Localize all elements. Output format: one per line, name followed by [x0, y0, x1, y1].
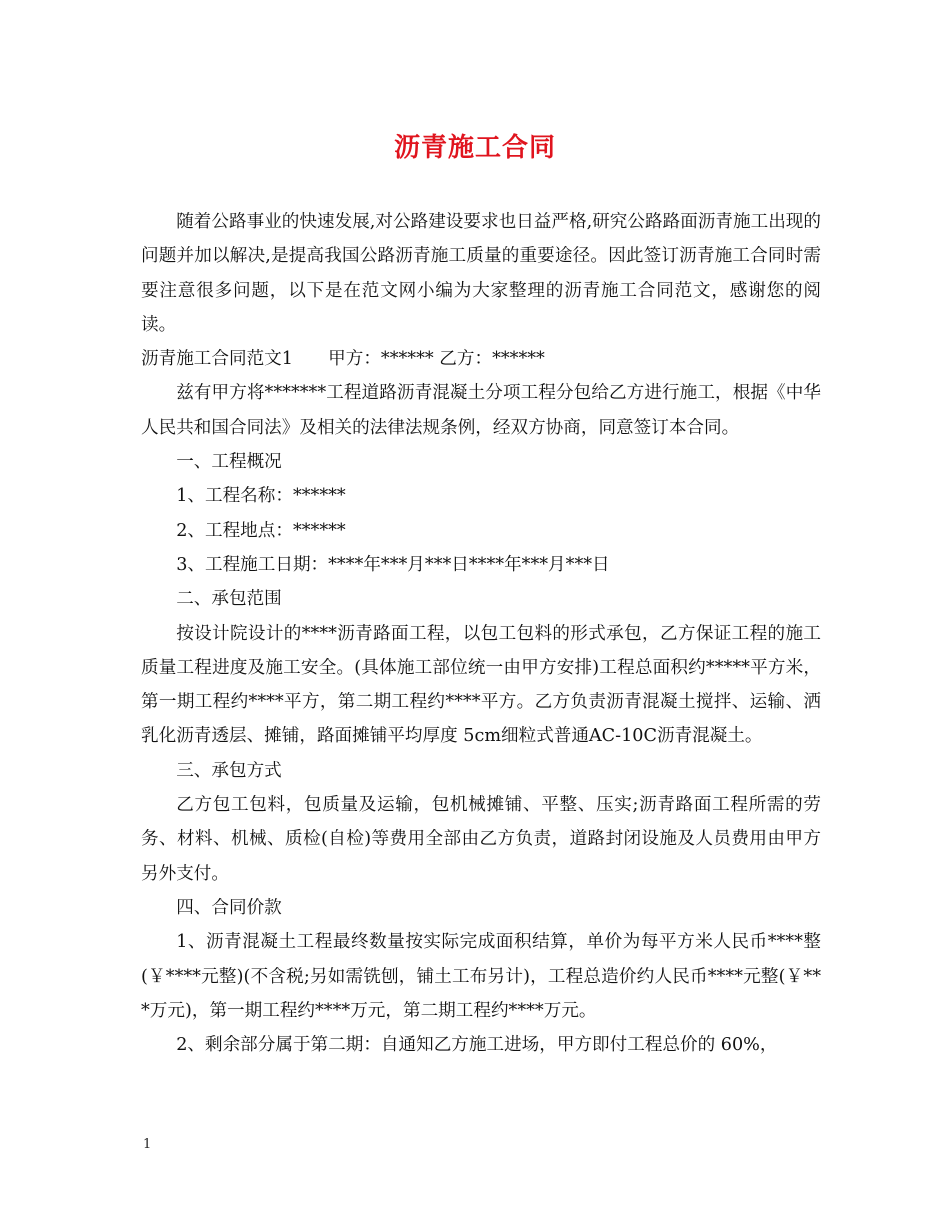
paragraph: 兹有甲方将*******工程道路沥青混凝土分项工程分包给乙方进行施工，根据《中华人民共和国合同法》及相关的法律法规条例，经双方协商，同意签订本合同。 — [141, 383, 821, 438]
paragraph: 乙方包工包料，包质量及运输，包机械摊铺、平整、压实;沥青路面工程所需的劳务、材料、机械、质检(自检)等费用全部由乙方负责，道路封闭设施及人员费用由甲方另外支付。 — [141, 795, 821, 884]
document-title: 沥青施工合同 — [393, 133, 556, 163]
document-body — [141, 205, 821, 1062]
paragraph: 沥青施工合同范文1 甲方：****** 乙方：****** — [141, 349, 545, 370]
paragraph: 一、工程概况 — [176, 452, 282, 473]
paragraph: 三、承包方式 — [176, 760, 282, 781]
paragraph: 2、剩余部分属于第二期：自通知乙方施工进场，甲方即付工程总价的 60%， — [176, 1035, 778, 1056]
paragraph: 1、工程名称：****** — [176, 486, 346, 507]
paragraph: 2、工程地点：****** — [176, 520, 346, 541]
paragraph: 3、工程施工日期：****年***月***日****年***月***日 — [176, 554, 610, 575]
paragraph: 按设计院设计的****沥青路面工程，以包工包料的形式承包，乙方保证工程的施工质量工程进度及施工安全。(具体施工部位统一由甲方安排)工程总面积约*****平方米，第一期工程约****平方，第二期工程约****平方。乙方负责沥青混凝土搅拌、运输、洒乳化沥青透层、摊铺，路面摊铺平均厚度 5cm细粒式普通AC-10C沥青混凝土。 — [141, 623, 821, 747]
page-number: 1 — [143, 1137, 152, 1152]
paragraph: 随着公路事业的快速发展,对公路建设要求也日益严格,研究公路路面沥青施工出现的问题并加以解决,是提高我国公路沥青施工质量的重要途径。因此签订沥青施工合同时需要注意很多问题，以下是在范文网小编为大家整理的沥青施工合同范文，感谢您的阅读。 — [141, 212, 821, 335]
paragraph: 二、承包范围 — [176, 589, 282, 610]
paragraph: 四、合同价款 — [176, 897, 282, 918]
paragraph: 1、沥青混凝土工程最终数量按实际完成面积结算，单价为每平方米人民币****整(￥****元整)(不含税;另如需铣刨，铺土工布另计)，工程总造价约人民币****元整(￥***万元)，第一期工程约****万元，第二期工程约****万元。 — [141, 932, 821, 1021]
